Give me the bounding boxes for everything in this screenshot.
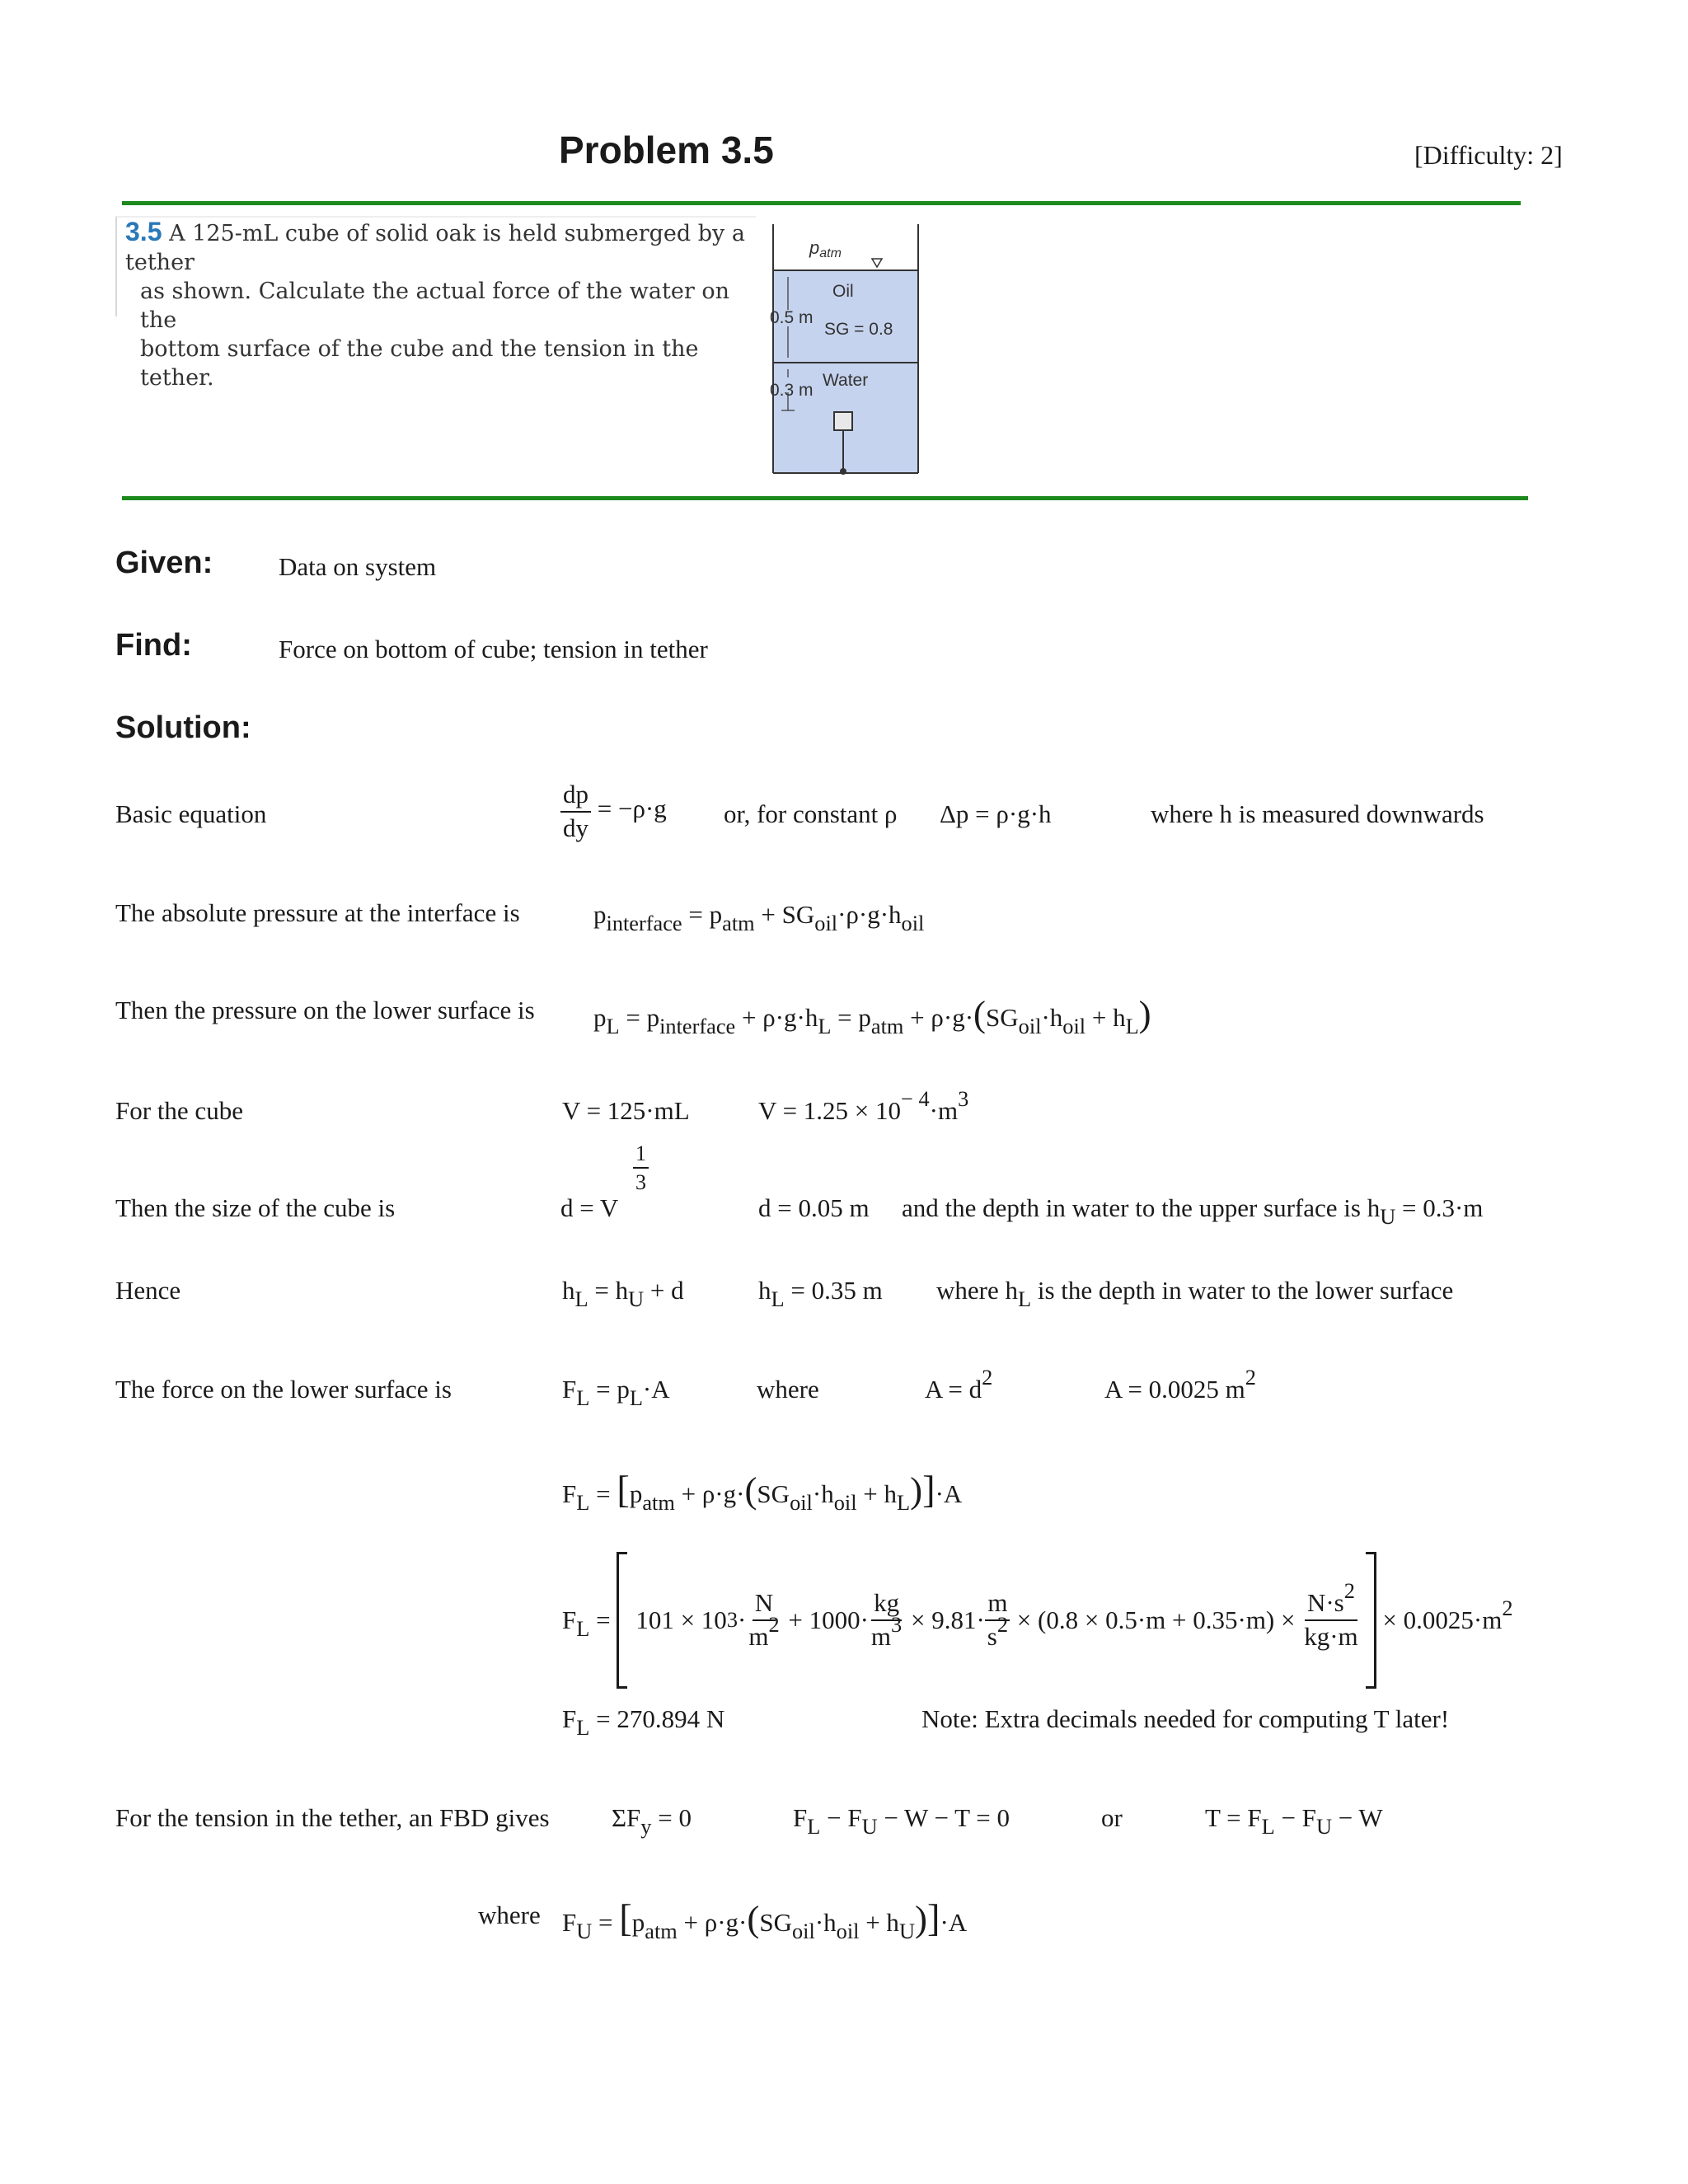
- given-text: Data on system: [279, 552, 437, 581]
- lower-depth-note: where $h_L$ is the depth in water to the lower surface: [936, 1276, 1454, 1312]
- water-label: Water: [823, 371, 869, 390]
- oil-sg-label: SG = 0.8: [824, 320, 893, 339]
- cube-size-label: Then the size of the cube is: [115, 1193, 396, 1222]
- interface-label: The absolute pressure at the interface is: [115, 898, 520, 927]
- cube-label: For the cube: [115, 1096, 243, 1125]
- patm-label: patm: [809, 237, 842, 260]
- given-label: Given:: [115, 546, 213, 580]
- fu-where-text: where: [478, 1900, 541, 1929]
- lower-pressure-equation: $p_L = p_{interface} + \rho\cdot g\cdot h_L = p_{atm} + \rho\cdot g\cdot(SG_{oil}\cdot h_{oil} + h_L)$: [593, 993, 1151, 1039]
- problem-number: 3.5: [125, 217, 162, 246]
- force-numeric-equation: $F_L$ = 101 × 10 3 · $\frac{N}{m^2}$ + 1000· $\frac{kg}{m^3}$ × 9.81· $\frac{m}{s^2}$ × (0.8 × 0.5·m + 0.35·m) × $\frac{N\cdot s^2}{kg\cdot m}$ × $0.0025\cdot m^2$: [562, 1554, 1513, 1686]
- oak-cube: [834, 412, 852, 430]
- cube-volume-ml: V = 125·mL: [562, 1096, 690, 1125]
- interface-equation: $p_{interface} = p_{atm} + SG_{oil}\cdot\rho\cdot g\cdot h_{oil}$: [593, 900, 925, 936]
- difficulty-label: [Difficulty: 2]: [1414, 140, 1563, 170]
- basic-equation-label: Basic equation: [115, 799, 267, 828]
- force-definition: $F_L = p_L\cdot A$: [562, 1375, 670, 1411]
- force-result: $F_L = 270.894$ N: [562, 1704, 725, 1741]
- area-equation: $A = d^2$: [925, 1366, 993, 1404]
- cube-volume-m3: $V = 1.25 \times 10^{- 4}\cdot m^3$: [758, 1087, 969, 1125]
- cube-size-value: d = 0.05 m: [758, 1193, 870, 1222]
- free-surface-icon: [872, 259, 882, 267]
- note-text: Note: Extra decimals needed for computing T later!: [921, 1704, 1450, 1733]
- area-value: A = 0.0025 $m^2$: [1104, 1366, 1256, 1404]
- tank-diagram: [767, 224, 921, 480]
- oil-height-label: 0.5 m: [770, 308, 814, 327]
- basic-equation: $\frac{dp}{dy}$ = −ρ·g: [560, 781, 667, 841]
- hydrostatic-equation: Δp = ρ·g·h: [940, 799, 1052, 828]
- tension-label: For the tension in the tether, an FBD gives: [115, 1803, 550, 1832]
- solution-label: Solution:: [115, 710, 251, 745]
- fbd-sum-equation: $\Sigma F_y = 0$: [612, 1803, 692, 1840]
- statement-line-2: as shown. Calculate the actual force of the water on the: [140, 279, 729, 333]
- find-text: Force on bottom of cube; tension in tether: [279, 635, 708, 663]
- hence-label: Hence: [115, 1276, 181, 1305]
- top-divider: [122, 201, 1521, 205]
- force-where-text: where: [757, 1375, 819, 1404]
- oil-label: Oil: [832, 282, 854, 301]
- tension-or-text: or: [1101, 1803, 1123, 1832]
- find-label: Find:: [115, 628, 192, 663]
- page-title: Problem 3.5: [559, 129, 774, 171]
- tension-equation: $T = F_L - F_U - W$: [1205, 1803, 1383, 1840]
- lower-depth-value: $h_L = 0.35$ m: [758, 1276, 883, 1312]
- statement-line-3: bottom surface of the cube and the tension in the tether.: [140, 336, 699, 391]
- statement-line-1: A 125-mL cube of solid oak is held submerged by a tether: [125, 221, 745, 275]
- water-height-label: 0.3 m: [770, 381, 814, 400]
- force-label: The force on the lower surface is: [115, 1375, 452, 1404]
- upper-force-equation: $F_U = [p_{atm} + \rho\cdot g\cdot(SG_{oil}\cdot h_{oil} + h_U)]\cdot A$: [562, 1898, 968, 1944]
- basic-or-text: or, for constant ρ: [724, 799, 898, 828]
- fbd-force-balance: $F_L - F_U - W - T = 0$: [793, 1803, 1010, 1840]
- upper-depth-text: and the depth in water to the upper surface is $h_U = 0.3\cdot m$: [902, 1193, 1484, 1230]
- lower-pressure-label: Then the pressure on the lower surface is: [115, 996, 535, 1024]
- problem-statement: [115, 216, 756, 391]
- lower-depth-equation: $h_L = h_U + d$: [562, 1276, 684, 1312]
- force-expanded-equation: $F_L = [p_{atm} + \rho\cdot g\cdot(SG_{oil}\cdot h_{oil} + h_L)]\cdot A$: [562, 1469, 963, 1516]
- cube-size-equation: d = V $\frac{1}{3}$: [560, 1142, 651, 1225]
- bottom-divider: [122, 496, 1528, 500]
- basic-where-text: where h is measured downwards: [1151, 799, 1484, 828]
